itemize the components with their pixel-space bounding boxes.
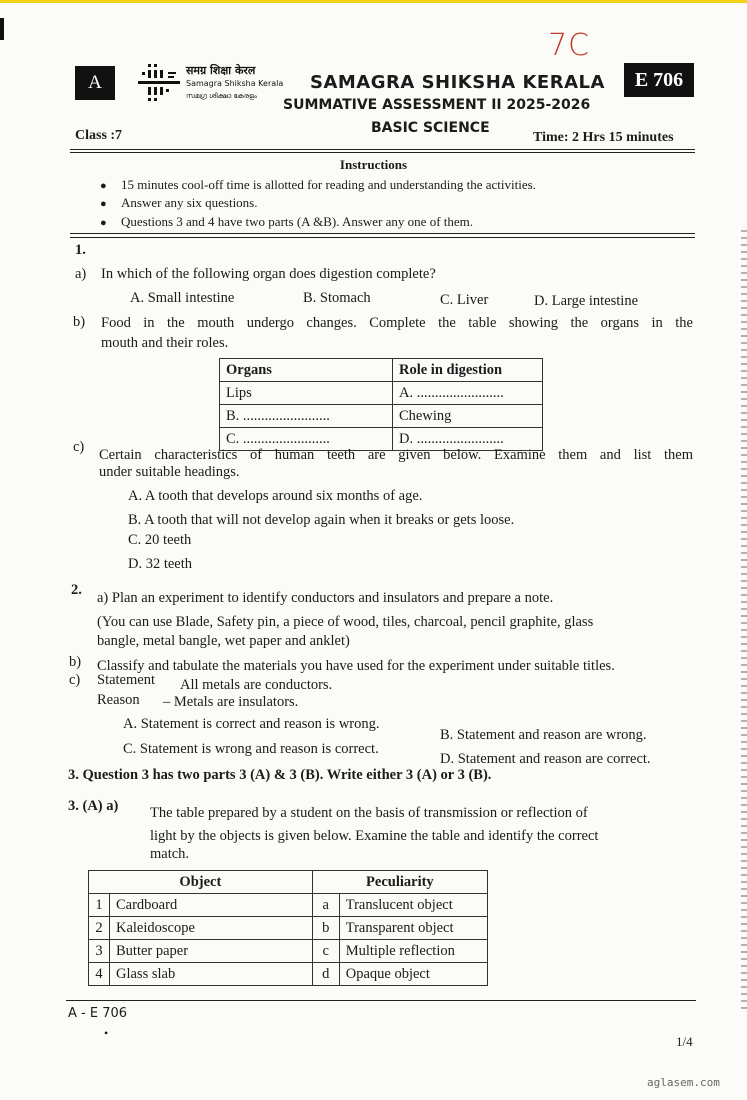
- footer-bullet: •: [104, 1026, 109, 1040]
- footer-divider: [66, 1000, 696, 1001]
- table-header: Role in digestion: [393, 359, 543, 382]
- table-cell: 1: [89, 894, 110, 917]
- option: B. Statement and reason are wrong.: [440, 727, 647, 743]
- option: D. Statement and reason are correct.: [440, 751, 651, 767]
- table-cell: Kaleidoscope: [110, 917, 313, 940]
- bullet-icon: ●: [100, 180, 107, 192]
- organs-table: [219, 358, 543, 451]
- table-cell: B. ........................: [220, 405, 393, 428]
- light-objects-table: [88, 870, 488, 986]
- table-cell: 2: [89, 917, 110, 940]
- question-3-header: 3. Question 3 has two parts 3 (A) & 3 (B). Write either 3 (A) or 3 (B).: [68, 767, 492, 783]
- scan-edge-mark: [0, 18, 4, 40]
- table-row: [220, 382, 543, 405]
- table-cell: Butter paper: [110, 940, 313, 963]
- question-number: 2.: [71, 582, 82, 598]
- table-header-row: [89, 871, 488, 894]
- table-cell: Cardboard: [110, 894, 313, 917]
- logo-text: [186, 64, 283, 103]
- list-item: B. A tooth that will not develop again when it breaks or gets loose.: [128, 512, 515, 528]
- logo-hindi: समग्र शिक्षा केरल: [186, 64, 256, 77]
- exam-title: SUMMATIVE ASSESSMENT II 2025-2026: [283, 97, 591, 113]
- table-row: [89, 940, 488, 963]
- reason-label: Reason: [97, 692, 140, 708]
- subject-title: BASIC SCIENCE: [371, 120, 490, 136]
- sub-label: c): [73, 439, 85, 455]
- question-text: under suitable headings.: [99, 464, 240, 480]
- question-text: a) Plan an experiment to identify conductors and insulators and prepare a note.: [97, 590, 554, 606]
- divider: [70, 233, 695, 234]
- sub-label: a): [75, 266, 87, 282]
- table-cell: A. ........................: [393, 382, 543, 405]
- option: D. Large intestine: [534, 293, 639, 309]
- table-row: [89, 963, 488, 986]
- table-row: [89, 917, 488, 940]
- option: C. Statement is wrong and reason is correct.: [123, 741, 379, 757]
- table-header: Organs: [220, 359, 393, 382]
- instructions-title: Instructions: [339, 157, 408, 172]
- question-text: mouth and their roles.: [101, 335, 229, 351]
- instruction-item: ● 15 minutes cool-off time is allotted for reading and understanding the activities.: [100, 177, 536, 192]
- bullet-icon: ●: [100, 217, 107, 229]
- divider: [70, 152, 695, 153]
- instruction-item: ● Answer any six questions.: [100, 195, 258, 210]
- table-cell: Lips: [220, 382, 393, 405]
- question-text: In which of the following organ does digestion complete?: [101, 266, 436, 282]
- list-item: D. 32 teeth: [128, 556, 193, 572]
- option: B. Stomach: [303, 290, 371, 306]
- table-cell: C. ........................: [220, 428, 393, 451]
- list-item: C. 20 teeth: [128, 532, 192, 548]
- table-cell: 3: [89, 940, 110, 963]
- logo-english: Samagra Shiksha Kerala: [186, 79, 284, 88]
- question-text: The table prepared by a student on the basis of transmission or reflection of: [150, 805, 588, 821]
- watermark: aglasem.com: [647, 1076, 720, 1089]
- set-label: A: [75, 66, 115, 100]
- question-text: light by the objects is given below. Examine the table and identify the correct: [150, 828, 599, 844]
- class-label: Class :7: [75, 128, 123, 143]
- handwritten-mark: 7C: [548, 28, 591, 63]
- table-cell: a: [312, 894, 339, 917]
- question-number: 1.: [75, 242, 86, 258]
- time-label: Time: 2 Hrs 15 minutes: [533, 130, 674, 145]
- samagra-logo-icon: [138, 62, 180, 102]
- reason-text: – Metals are insulators.: [163, 694, 299, 710]
- divider: [70, 237, 695, 238]
- question-text: Food in the mouth undergo changes. Complete the table showing the organs in the: [101, 315, 693, 331]
- table-row: [89, 894, 488, 917]
- table-cell: 4: [89, 963, 110, 986]
- question-text: match.: [150, 846, 190, 862]
- list-item: A. A tooth that develops around six months of age.: [128, 488, 423, 504]
- table-cell: c: [312, 940, 339, 963]
- sub-label: b): [73, 314, 86, 330]
- option: A. Statement is correct and reason is wrong.: [123, 716, 380, 732]
- bullet-icon: ●: [100, 198, 107, 210]
- sub-label: 3. (A) a): [68, 798, 119, 814]
- table-cell: Opaque object: [339, 963, 487, 986]
- table-cell: Multiple reflection: [339, 940, 487, 963]
- divider: [70, 149, 695, 150]
- question-text: (You can use Blade, Safety pin, a piece of wood, tiles, charcoal, pencil graphite, glass: [97, 614, 594, 630]
- logo-malayalam: സമഗ്ര ശിക്ഷാ കേരളം: [186, 92, 257, 100]
- table-cell: Transparent object: [339, 917, 487, 940]
- statement-label: Statement: [97, 672, 155, 688]
- table-cell: Chewing: [393, 405, 543, 428]
- footer-code: A - E 706: [68, 1006, 128, 1021]
- table-cell: d: [312, 963, 339, 986]
- table-cell: Translucent object: [339, 894, 487, 917]
- question-text: Certain characteristics of human teeth are given below. Examine them and list them: [99, 447, 693, 463]
- table-cell: b: [312, 917, 339, 940]
- table-cell: Glass slab: [110, 963, 313, 986]
- statement-text: All metals are conductors.: [180, 677, 333, 693]
- sub-label: b): [69, 654, 82, 670]
- table-row: [220, 405, 543, 428]
- table-header: Peculiarity: [312, 871, 487, 894]
- question-text: bangle, metal bangle, wet paper and anklet): [97, 633, 350, 649]
- question-text: Classify and tabulate the materials you have used for the experiment under suitable titles.: [97, 658, 615, 674]
- organization-title: SAMAGRA SHIKSHA KERALA: [310, 72, 605, 93]
- top-color-strip: [0, 0, 747, 3]
- table-header: Object: [89, 871, 313, 894]
- page-number: 1/4: [676, 1034, 693, 1049]
- instruction-item: ● Questions 3 and 4 have two parts (A &B). Answer any one of them.: [100, 214, 474, 229]
- paper-code: E 706: [624, 63, 694, 97]
- option: C. Liver: [440, 292, 489, 308]
- sub-label: c): [69, 672, 81, 688]
- scan-right-edge: [741, 230, 747, 1010]
- table-header-row: [220, 359, 543, 382]
- table-cell: D. ........................: [393, 428, 543, 451]
- option: A. Small intestine: [130, 290, 235, 306]
